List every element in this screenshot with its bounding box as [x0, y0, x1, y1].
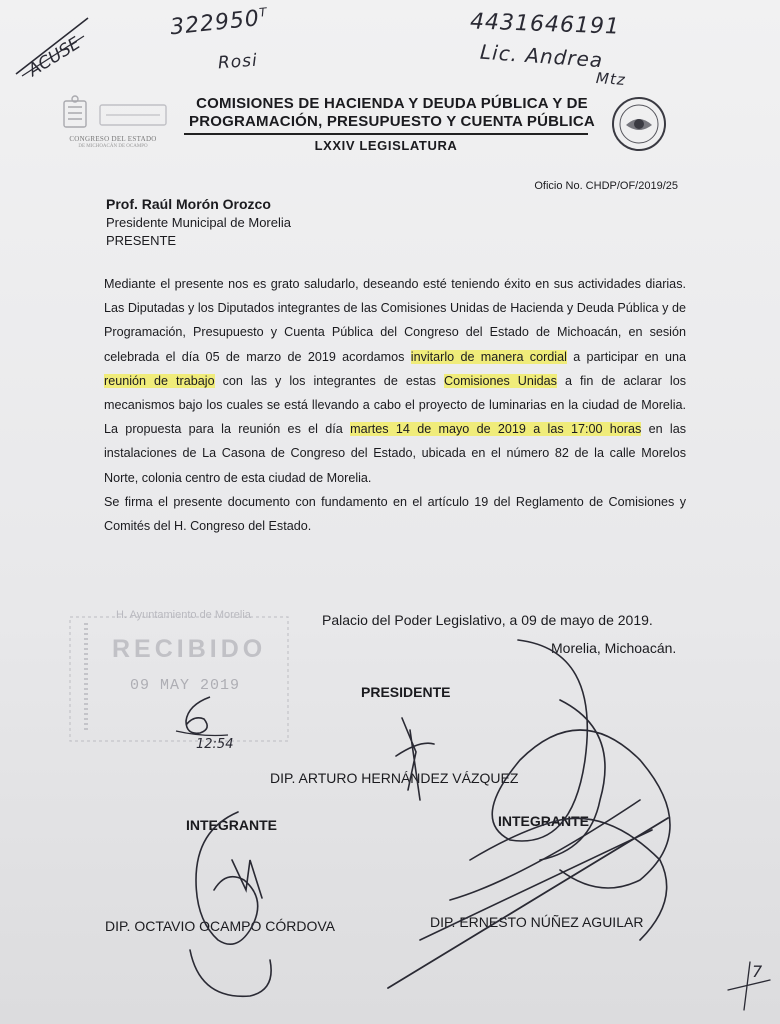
header-title-line-2: PROGRAMACIÓN, PRESUPUESTO Y CUENTA PÚBLICA: [189, 113, 595, 130]
header-rule: [184, 133, 588, 135]
contact-name-handwriting: Lic. Andrea: [479, 39, 604, 73]
legislature-label: LXXIV LEGISLATURA: [314, 138, 458, 153]
closing-place-date: Palacio del Poder Legislativo, a 09 de mayo de 2019.: [322, 612, 653, 628]
member-right-name: DIP. ERNESTO NÚÑEZ AGUILAR: [430, 914, 644, 930]
congress-logo: [52, 95, 174, 155]
congress-logo-subcaption: DE MICHOACÁN DE OCAMPO: [78, 144, 148, 149]
congress-emblem-icon: [52, 95, 174, 135]
corner-mark: 7: [752, 962, 764, 981]
closing-city: Morelia, Michoacán.: [551, 640, 677, 656]
body-text-segment: en las instalaciones de La Casona de Congreso del Estado, ubicada en el número 82 de la calle Morelos Norte, colonia centro de esta ciudad de Morelia.: [104, 422, 686, 485]
acuse-text: ACUSE: [24, 33, 85, 81]
president-signature: [396, 718, 434, 800]
stamp-line-1: H. Ayuntamiento de Morelia: [116, 609, 251, 621]
highlight-work-meeting: reunión de trabajo: [104, 373, 215, 388]
recipient-presente: PRESENTE: [106, 233, 177, 248]
member-left-signature: [190, 812, 271, 996]
commission-seal-icon: [610, 95, 668, 153]
recipient-name: Prof. Raúl Morón Orozco: [106, 196, 271, 212]
body-paragraph-2: Se firma el presente documento con fundamento en el artículo 19 del Reglamento de Comisiones y Comités del H. Congreso del Estado.: [104, 494, 686, 534]
body-paragraph-1: [104, 272, 686, 490]
congress-logo-caption: CONGRESO DEL ESTADO: [69, 135, 157, 143]
highlight-united-commissions: Comisiones Unidas: [443, 373, 557, 388]
letter-body: [104, 272, 686, 538]
body-text-segment: a fin de aclarar los mecanismos bajo los cuales se está llevando a cabo el proyecto de luminarias en la ciudad de Morelia. La propuesta para la reunión es el día: [104, 373, 686, 437]
highlight-meeting-date: martes 14 de mayo de 2019 a las 17:00 horas: [350, 422, 642, 437]
member-right-signature: [492, 640, 670, 888]
signature-strokes: [0, 600, 780, 1024]
header-title-line-1: COMISIONES DE HACIENDA Y DEUDA PÚBLICA Y DE: [196, 95, 588, 112]
folio-number-handwriting: $322950^T$: [168, 4, 269, 41]
member-right-role: INTEGRANTE: [498, 813, 589, 829]
acuse-handwriting: [14, 14, 94, 81]
receiver-name-handwriting: Rosi: [217, 50, 259, 74]
recipient-position: Presidente Municipal de Morelia: [106, 215, 291, 230]
member-left-role: INTEGRANTE: [186, 817, 277, 833]
president-role: PRESIDENTE: [361, 684, 451, 700]
contact-abbr-handwriting: Mtz: [595, 68, 627, 90]
office-number: Oficio No. CHDP/OF/2019/25: [534, 180, 678, 192]
highlight-invitation: invitarlo de manera cordial: [410, 349, 567, 364]
body-text-segment: con las y los integrantes de estas: [214, 373, 444, 388]
stamp-received: RECIBIDO: [112, 635, 267, 663]
president-name: DIP. ARTURO HERNÁNDEZ VÁZQUEZ: [270, 770, 519, 786]
body-text-segment: a participar en una: [566, 349, 686, 364]
body-text-segment: Mediante el presente nos es grato saludarlo, deseando esté teniendo éxito en sus actividades diarias. Las Diputadas y los Diputados integrantes de las Comisiones Unidas de Hacienda y Deuda Pública y de Programación, Presupuesto y Cuenta Pública del Congreso del Estado de Michoacán, en sesión celebrada el día 05 de marzo de 2019 acordamos: [104, 277, 686, 364]
stamp-date: 09 MAY 2019: [130, 677, 241, 694]
phone-handwriting: 4431646191: [469, 9, 621, 40]
member-left-name: DIP. OCTAVIO OCAMPO CÓRDOVA: [105, 918, 335, 934]
stamp-time-handwriting: 12:54: [196, 737, 234, 752]
